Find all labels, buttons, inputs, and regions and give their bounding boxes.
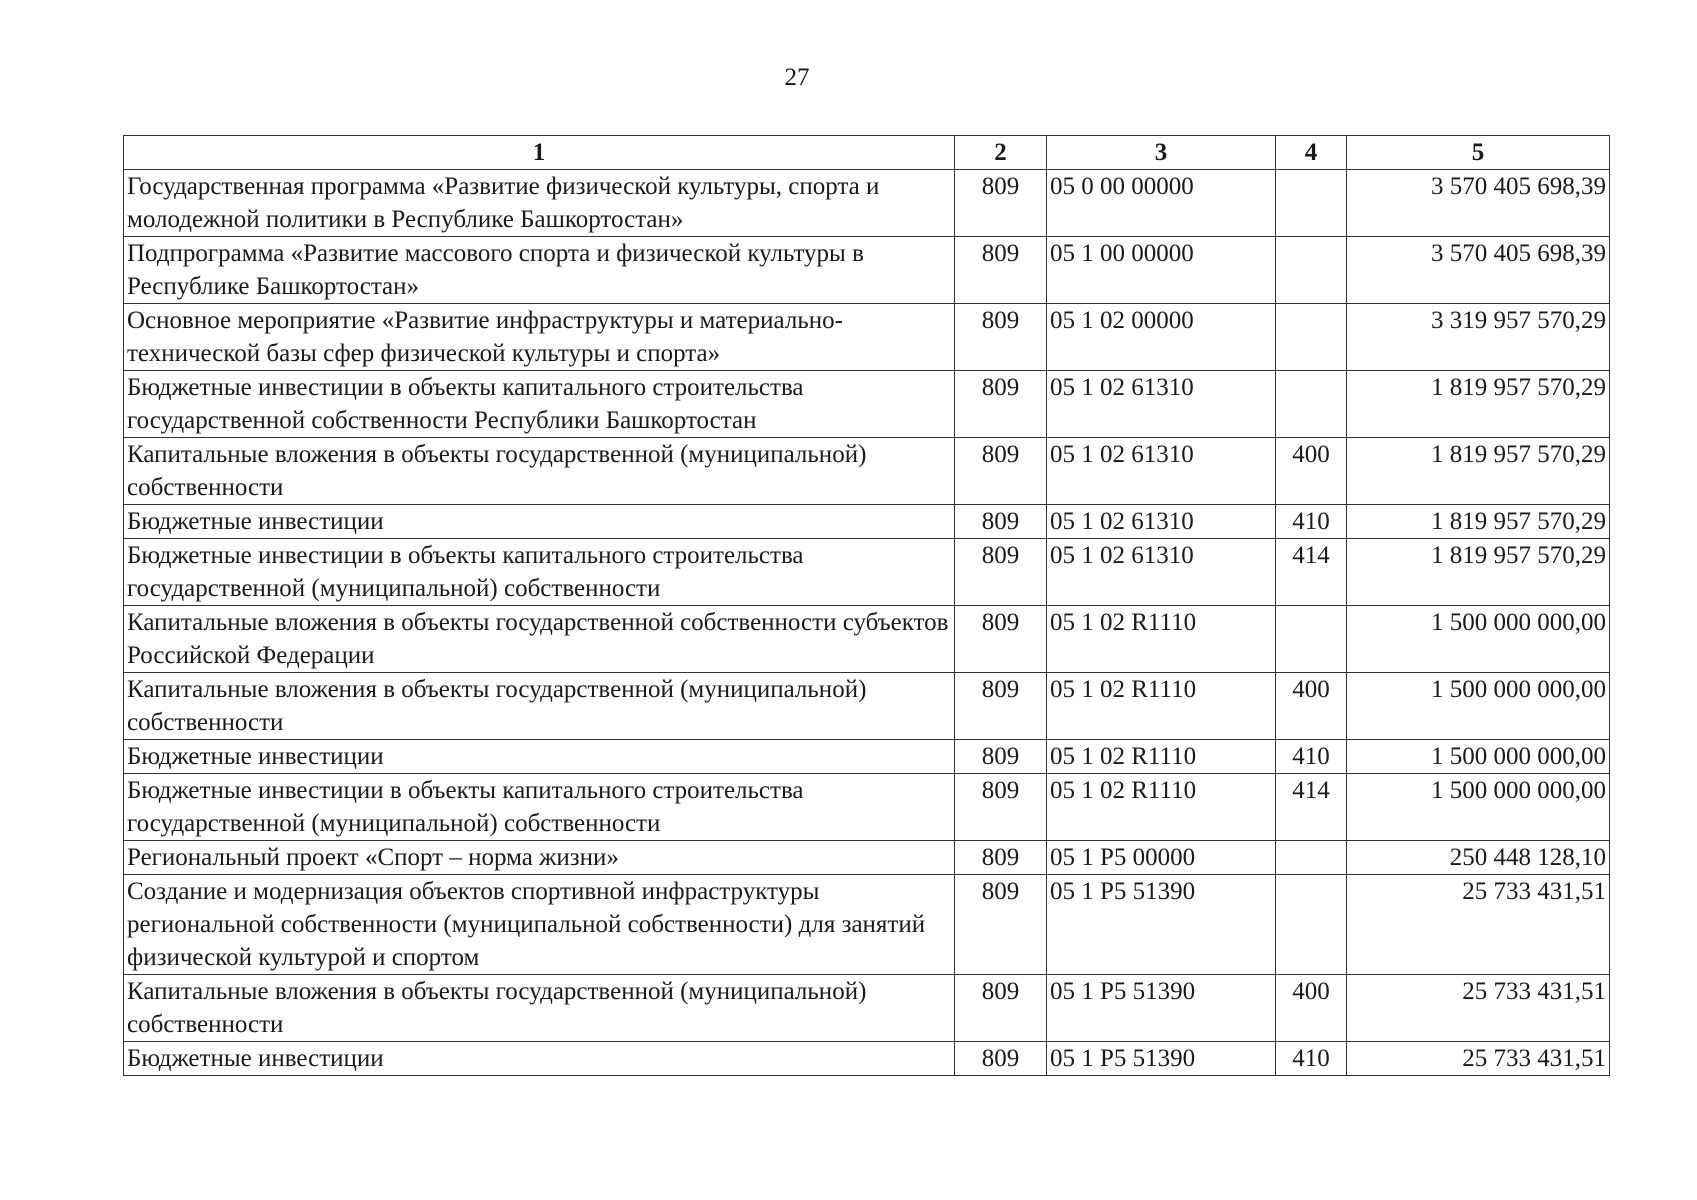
- row-expense-type-cell: [1276, 875, 1347, 975]
- row-amount-cell: 1 500 000 000,00: [1347, 606, 1610, 673]
- row-expense-type-cell: [1276, 304, 1347, 371]
- row-expense-type-cell: 400: [1276, 975, 1347, 1042]
- row-name-cell: Государственная программа «Развитие физической культуры, спорта и молодежной политики в Республике Башкортостан»: [124, 170, 955, 237]
- row-name-cell: Капитальные вложения в объекты государственной (муниципальной) собственности: [124, 438, 955, 505]
- row-amount-cell: 1 500 000 000,00: [1347, 673, 1610, 740]
- row-admin-code-cell: 809: [955, 438, 1047, 505]
- row-amount-cell: 3 570 405 698,39: [1347, 170, 1610, 237]
- row-name-cell: Капитальные вложения в объекты государственной (муниципальной) собственности: [124, 673, 955, 740]
- row-admin-code-cell: 809: [955, 170, 1047, 237]
- row-expense-type-cell: 400: [1276, 438, 1347, 505]
- table-row: [124, 841, 1610, 875]
- row-target-code-cell: 05 1 02 61310: [1047, 371, 1276, 438]
- row-admin-code-cell: 809: [955, 774, 1047, 841]
- row-target-code-cell: 05 1 02 00000: [1047, 304, 1276, 371]
- row-target-code-cell: 05 1 02 R1110: [1047, 740, 1276, 774]
- column-header-amount: 5: [1347, 136, 1610, 170]
- row-target-code-cell: 05 1 P5 51390: [1047, 1042, 1276, 1076]
- row-expense-type-cell: [1276, 170, 1347, 237]
- row-amount-cell: 1 819 957 570,29: [1347, 505, 1610, 539]
- row-target-code-cell: 05 1 02 61310: [1047, 505, 1276, 539]
- column-header-code: 3: [1047, 136, 1276, 170]
- table-row: [124, 237, 1610, 304]
- row-expense-type-cell: 410: [1276, 1042, 1347, 1076]
- row-admin-code-cell: 809: [955, 539, 1047, 606]
- row-target-code-cell: 05 1 02 61310: [1047, 438, 1276, 505]
- row-admin-code-cell: 809: [955, 740, 1047, 774]
- row-name-cell: Бюджетные инвестиции в объекты капитального строительства государственной (муниципальной) собственности: [124, 774, 955, 841]
- row-target-code-cell: 05 0 00 00000: [1047, 170, 1276, 237]
- table-row: [124, 170, 1610, 237]
- budget-table: [123, 135, 1610, 1076]
- row-target-code-cell: 05 1 P5 00000: [1047, 841, 1276, 875]
- column-header-name: 1: [124, 136, 955, 170]
- page-number: 27: [784, 64, 810, 91]
- row-admin-code-cell: 809: [955, 237, 1047, 304]
- row-target-code-cell: 05 1 P5 51390: [1047, 975, 1276, 1042]
- row-amount-cell: 3 570 405 698,39: [1347, 237, 1610, 304]
- table-row: [124, 438, 1610, 505]
- row-admin-code-cell: 809: [955, 1042, 1047, 1076]
- row-admin-code-cell: 809: [955, 975, 1047, 1042]
- row-expense-type-cell: [1276, 841, 1347, 875]
- row-amount-cell: 250 448 128,10: [1347, 841, 1610, 875]
- row-name-cell: Создание и модернизация объектов спортивной инфраструктуры региональной собственности (муниципальной собственности) для занятий физической культурой и спортом: [124, 875, 955, 975]
- row-name-cell: Бюджетные инвестиции: [124, 1042, 955, 1076]
- row-target-code-cell: 05 1 02 R1110: [1047, 774, 1276, 841]
- table-row: [124, 539, 1610, 606]
- row-target-code-cell: 05 1 02 61310: [1047, 539, 1276, 606]
- row-admin-code-cell: 809: [955, 875, 1047, 975]
- table-row: [124, 740, 1610, 774]
- row-admin-code-cell: 809: [955, 841, 1047, 875]
- row-expense-type-cell: 400: [1276, 673, 1347, 740]
- column-header-type: 4: [1276, 136, 1347, 170]
- row-name-cell: Бюджетные инвестиции: [124, 740, 955, 774]
- row-admin-code-cell: 809: [955, 673, 1047, 740]
- row-amount-cell: 25 733 431,51: [1347, 1042, 1610, 1076]
- row-amount-cell: 1 819 957 570,29: [1347, 539, 1610, 606]
- row-expense-type-cell: 410: [1276, 740, 1347, 774]
- table-row: [124, 875, 1610, 975]
- row-amount-cell: 1 819 957 570,29: [1347, 438, 1610, 505]
- row-admin-code-cell: 809: [955, 371, 1047, 438]
- table-row: [124, 304, 1610, 371]
- row-expense-type-cell: [1276, 371, 1347, 438]
- row-name-cell: Капитальные вложения в объекты государственной (муниципальной) собственности: [124, 975, 955, 1042]
- row-expense-type-cell: 410: [1276, 505, 1347, 539]
- row-target-code-cell: 05 1 00 00000: [1047, 237, 1276, 304]
- table-row: [124, 606, 1610, 673]
- row-admin-code-cell: 809: [955, 304, 1047, 371]
- table-row: [124, 774, 1610, 841]
- row-expense-type-cell: [1276, 606, 1347, 673]
- row-expense-type-cell: 414: [1276, 539, 1347, 606]
- row-name-cell: Подпрограмма «Развитие массового спорта и физической культуры в Республике Башкортостан»: [124, 237, 955, 304]
- row-target-code-cell: 05 1 02 R1110: [1047, 673, 1276, 740]
- row-amount-cell: 25 733 431,51: [1347, 875, 1610, 975]
- row-expense-type-cell: 414: [1276, 774, 1347, 841]
- row-amount-cell: 1 500 000 000,00: [1347, 740, 1610, 774]
- row-amount-cell: 1 500 000 000,00: [1347, 774, 1610, 841]
- row-name-cell: Бюджетные инвестиции в объекты капитального строительства государственной собственности Республики Башкортостан: [124, 371, 955, 438]
- row-name-cell: Региональный проект «Спорт – норма жизни»: [124, 841, 955, 875]
- row-expense-type-cell: [1276, 237, 1347, 304]
- table-row: [124, 505, 1610, 539]
- table-row: [124, 975, 1610, 1042]
- row-target-code-cell: 05 1 P5 51390: [1047, 875, 1276, 975]
- row-name-cell: Основное мероприятие «Развитие инфраструктуры и материально-технической базы сфер физической культуры и спорта»: [124, 304, 955, 371]
- table-row: [124, 371, 1610, 438]
- row-name-cell: Капитальные вложения в объекты государственной собственности субъектов Российской Федерации: [124, 606, 955, 673]
- row-amount-cell: 3 319 957 570,29: [1347, 304, 1610, 371]
- row-admin-code-cell: 809: [955, 606, 1047, 673]
- row-name-cell: Бюджетные инвестиции: [124, 505, 955, 539]
- table-row: [124, 673, 1610, 740]
- row-target-code-cell: 05 1 02 R1110: [1047, 606, 1276, 673]
- row-admin-code-cell: 809: [955, 505, 1047, 539]
- table-row: [124, 1042, 1610, 1076]
- row-amount-cell: 25 733 431,51: [1347, 975, 1610, 1042]
- column-header-admin: 2: [955, 136, 1047, 170]
- row-name-cell: Бюджетные инвестиции в объекты капитального строительства государственной (муниципальной) собственности: [124, 539, 955, 606]
- table-header-row: [124, 136, 1610, 170]
- row-amount-cell: 1 819 957 570,29: [1347, 371, 1610, 438]
